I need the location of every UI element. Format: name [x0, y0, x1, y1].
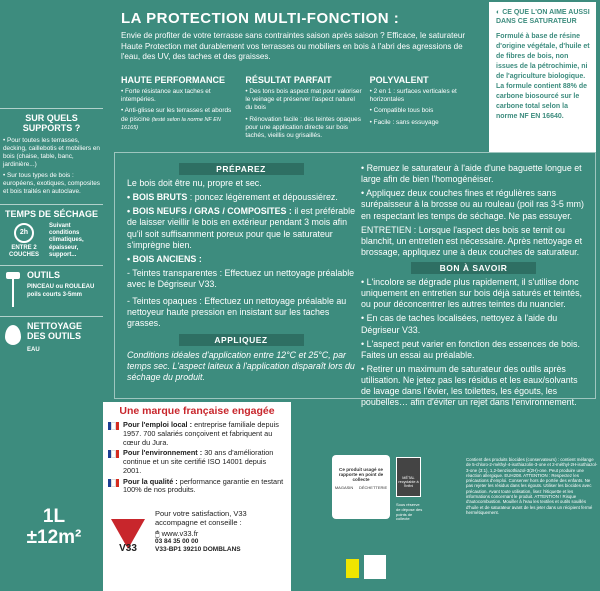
brand-bold: Pour l'environnement :: [123, 448, 203, 458]
brand-line: [123, 449, 286, 475]
brand-line: [123, 478, 286, 496]
metal-recyclable-icon: [396, 457, 421, 497]
mouse-icon: 🖱: [155, 529, 162, 538]
yellow-marker: [346, 559, 359, 578]
brand-span: 30 ans d'amélioration continue et un site certifié ISO 14001 depuis 2001.: [123, 448, 274, 475]
savoir-text: • L'incolore se dégrade plus rapidement, il s'utilise donc uniquement en entretien sur bois déjà saturés et teintés, ou pour déconcentrer les autres teintes du nuancier.: [361, 277, 583, 310]
brand-row: [108, 478, 286, 496]
outils-title: OUTILS: [27, 270, 60, 281]
feature-polyvalent: [370, 75, 488, 144]
brand-span: performance garantie en testant 100% de nos produits.: [123, 476, 284, 495]
application-column: [361, 163, 586, 408]
appliquez-heading: APPLIQUEZ: [179, 334, 304, 346]
contact-url[interactable]: [155, 529, 287, 538]
nettoyage-block: [0, 316, 103, 360]
appliquez-note: Conditions idéales d'application entre 12°C et 25°C, par temps sec. L'aspect laiteux à l'application disparaît lors du séchage du produit.: [127, 349, 355, 382]
v33-logo: [111, 519, 145, 559]
recycle-text: Ce produit usagé se rapporte en point de collecte: [338, 467, 384, 482]
application-text: • Remuez le saturateur à l'aide d'une baguette longue et large afin de bien l'homogénéiser.: [361, 163, 582, 185]
volume-coverage: ±12m²: [26, 526, 82, 548]
feature-note: (testé selon la norme NF EN 16165): [121, 116, 221, 131]
highlight-text: Formulé à base de résine d'origine végétale, d'huile et de fibres de bois, non issues de la pétrochimie, ni de l'agriculture biologique. La formule contient 88% de carbone biosourcé sur le carbone total selon la norme NF EN 16640.: [496, 33, 590, 120]
feature-line: • 2 en 1 : surfaces verticales et horizontales: [369, 87, 457, 103]
sechage-note: Suivant conditions climatiques, épaisseur, support...: [49, 223, 84, 258]
sechage-title: TEMPS DE SÉCHAGE: [4, 209, 98, 219]
french-flag-icon: [108, 450, 119, 458]
feature-line: • Rénovation facile : des teintes opaques pour une application directe sur bois tachés, vieillis ou grisaillés.: [245, 115, 361, 140]
disposal-icon: DÉCHETTERIE: [358, 485, 388, 490]
french-flag-icon: [108, 422, 119, 430]
feature-line-text: • Anti-glisse sur les terrasses et abords de piscine: [121, 107, 232, 123]
feature-title: POLYVALENT: [369, 74, 429, 85]
nettoyage-content: [27, 321, 100, 354]
feature-line: • Facile : sans essuyage: [369, 118, 439, 126]
entretien-text: ENTRETIEN : Lorsque l'aspect des bois se ternit ou blanchit, un entretien est nécessaire. Après nettoyage et brossage, appliquez une à deux couches de saturateur.: [361, 224, 583, 257]
preparez-text: - Teintes opaques : Effectuez un nettoyage préalable au nettoyeur haute pression en insistant sur les taches grasses.: [127, 296, 347, 329]
preparez-bold: • BOIS ANCIENS :: [127, 253, 202, 264]
outils-block: [0, 265, 103, 316]
feature-line: • Compatible tous bois: [369, 107, 434, 115]
savoir-text: • Retirer un maximum de saturateur des outils après utilisation. Ne jetez pas les résidus et les eaux/solvants de lavage dans l'évier, les toilettes, les égouts, les poubelles… afin d'éviter un rejet dans l'environnement.: [361, 363, 578, 408]
datamatrix-code: [364, 555, 386, 579]
outils-content: [27, 270, 100, 310]
legal-text: Contient des produits biocides (conservateurs) : contient mélange de 5-chloro-2-méthyl-4-isothiazolin-3-one et 2-méthyl-2H-isothiazol-3-one (3:1), 1,2-benzisothiazol-3(2H)-one. Peut produire une réaction allergique. EUH208. ATTENTION : Respectez les précautions d'emploi. Conserver hors de portée des enfants. Ne pas rejeter les résidus dans les égouts. Utiliser les biocides avec précaution. Avant toute utilisation, lisez l'étiquette et les informations concernant le produit. ATTENTION ! Risque d'autocombustion. Mouiller à l'eau les textiles et outils souillés d'huile et de saturateur avant de les jeter dans un récipient fermé hermétiquement.: [466, 457, 598, 515]
metal-text: MÉTAL recyclable à l'infini: [398, 476, 419, 489]
feature-title: RÉSULTAT PARFAIT: [245, 74, 332, 85]
intro-text: Envie de profiter de votre terrasse sans contraintes saison après saison ? Efficace, le saturateur Haute Protection met durablement vos terrasses ou mobiliers en bois à l'abri des agressions de l'eau, des UV, des taches et des graisses.: [121, 31, 466, 62]
brand-bold: Pour l'emploi local :: [123, 420, 193, 429]
brand-contact: [103, 505, 291, 591]
preparez-text: [127, 206, 355, 251]
preparez-bold: • BOIS BRUTS: [127, 192, 188, 203]
brand-span: entreprise familiale depuis 1957. 700 salariés conçoivent et fabriquent au cœur du Jura.: [123, 420, 279, 447]
contact-text: Pour votre satisfaction, V33 accompagne et conseille :: [155, 509, 247, 527]
contact-phone: 03 84 35 00 00: [155, 538, 199, 545]
recycle-note: Sous réserve de dépose des points de collecte: [396, 502, 423, 522]
brand-title: Une marque française engagée: [119, 405, 275, 417]
sechage-row: [3, 223, 100, 259]
volume-info: [22, 507, 86, 549]
brand-line: [123, 421, 286, 447]
supports-text: • Sur tous types de bois : européens, exotiques, composites et bois traités en autoclave.: [3, 172, 100, 195]
preparez-text: - Teintes transparentes : Effectuez un nettoyage préalable avec le Dégriseur V33.: [127, 267, 355, 289]
recycle-icons: [332, 485, 390, 490]
nettoyage-text: EAU: [27, 347, 40, 354]
page-title: LA PROTECTION MULTI-FONCTION :: [121, 10, 400, 27]
brand-bold: Pour la qualité :: [123, 476, 178, 486]
contact-info: [155, 509, 287, 554]
sechage-time: 2h: [19, 229, 29, 236]
preparez-column: [127, 163, 355, 383]
savoir-text: • L'aspect peut varier en fonction des essences de bois. Faites un essai au préalable.: [361, 338, 580, 360]
supports-text: • Pour toutes les terrasses, decking, caillebotis et mobiliers en bois (chaise, table, banc, jardinière...): [3, 137, 100, 168]
savoir-text: • En cas de taches localisées, nettoyez à l'aide du Dégriseur V33.: [361, 313, 558, 335]
preparez-heading: PRÉPAREZ: [179, 163, 304, 175]
brand-row: [108, 449, 286, 475]
feature-line: • Forte résistance aux taches et intempéries.: [121, 87, 211, 103]
feature-resultat: [245, 75, 363, 144]
recycling-info: [332, 455, 390, 519]
logo-text: V33: [119, 543, 137, 554]
supports-title: SUR QUELS SUPPORTS ?: [22, 113, 81, 133]
bon-a-savoir-heading: BON À SAVOIR: [411, 262, 536, 274]
nettoyage-title: NETTOYAGE DES OUTILS: [27, 321, 83, 342]
url-text: www.v33.fr: [161, 529, 199, 538]
preparez-span: il est préférable de laisser vieillir le bois en extérieur pendant 3 mois afin qu'il soit suffisamment poreux pour que le saturateur s'imprègne bien.: [127, 206, 356, 250]
leaf-icon: ◐: [496, 9, 503, 16]
contact-address: V33-BP1 39210 DOMBLANS: [155, 545, 241, 553]
preparez-text: [127, 192, 355, 203]
brand-box: [103, 402, 291, 518]
brush-roller-icon: [3, 270, 23, 310]
description-section: [111, 2, 488, 152]
preparez-span: : poncez légèrement et dépoussiérez.: [187, 192, 338, 203]
preparez-text: Le bois doit être nu, propre et sec.: [127, 178, 262, 188]
french-flag-icon: [108, 479, 119, 487]
feature-performance: [121, 75, 239, 144]
highlight-title-text: CE QUE L'ON AIME AUSSI DANS CE SATURATEUR: [496, 9, 590, 26]
feature-columns: [111, 75, 488, 144]
volume-liters: 1L: [42, 506, 66, 527]
highlight-title: [496, 8, 590, 26]
sechage-block: [0, 204, 103, 265]
preparez-bold: • BOIS NEUFS / GRAS / COMPOSITES :: [127, 206, 292, 217]
brand-row: [108, 421, 286, 447]
feature-title: HAUTE PERFORMANCE: [121, 74, 226, 85]
application-text: • Appliquez deux couches fines et régulières sans surépaisseur à la brosse ou au rouleau (poil ras 3-5 mm) en respectant les temps de séchage. Ne pas essuyer.: [361, 188, 584, 221]
water-drop-icon: [5, 325, 21, 345]
sidebar: [0, 108, 103, 361]
feature-line: [121, 107, 239, 132]
instructions-panel: [114, 152, 596, 408]
supports-block: [0, 108, 103, 204]
outils-text: PINCEAU ou ROULEAU poils courts 3-5mm: [27, 284, 95, 298]
clock-icon: [14, 223, 34, 243]
highlight-box: [489, 2, 596, 152]
store-icon: MAGASIN: [334, 485, 354, 490]
feature-line: • Des tons bois aspect mat pour valoriser le veinage et préserver l'aspect naturel du bois: [245, 87, 362, 112]
sechage-label: ENTRE 2 COUCHES: [8, 245, 39, 259]
sechage-left: [3, 223, 45, 259]
preparez-text: [127, 254, 355, 265]
